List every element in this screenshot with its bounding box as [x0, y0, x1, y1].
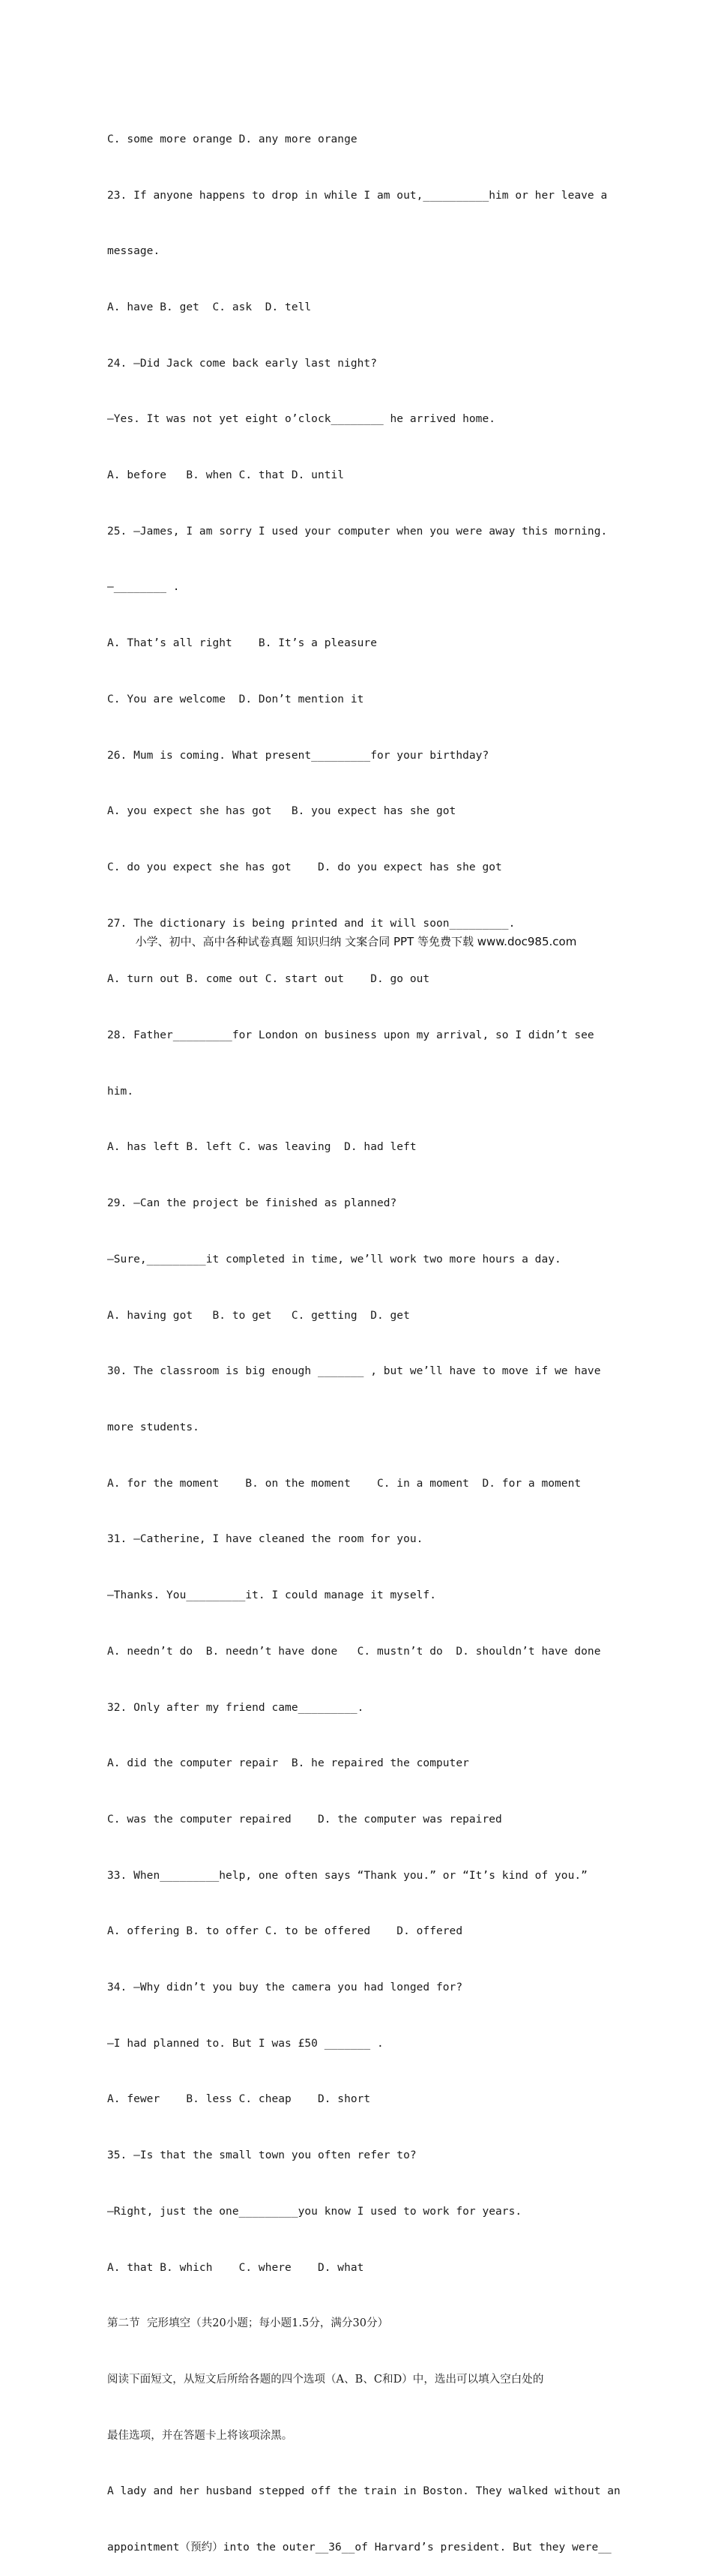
options-26: C. do you expect she has got D. do you expect has she got — [107, 861, 502, 873]
question-31: 31. —Catherine, I have cleaned the room for you. — [107, 1533, 423, 1546]
document-body — [107, 93, 621, 2576]
options-33: A. offering B. to offer C. to be offered D. offered — [107, 1925, 463, 1938]
question-28: 28. Father_________for London on business upon my arrival, so I didn’t see — [107, 1029, 594, 1042]
options-24: A. before B. when C. that D. until — [107, 469, 345, 482]
options-25: C. You are welcome D. Don’t mention it — [107, 693, 364, 705]
options-32: C. was the computer repaired D. the computer was repaired — [107, 1813, 502, 1826]
options-28: A. has left B. left C. was leaving D. had left — [107, 1141, 417, 1154]
options-31: A. needn’t do B. needn’t have done C. mustn’t do D. shouldn’t have done — [107, 1645, 601, 1658]
question-32: 32. Only after my friend came_________. — [107, 1701, 364, 1714]
section-instructions: 阅读下面短文，从短文后所给各题的四个选项（A、B、C和D）中，选出可以填入空白处的 — [107, 2373, 544, 2386]
text-line: more students. — [107, 1421, 199, 1433]
section-instructions: 最佳选项，并在答题卡上将该项涂黑。 — [107, 2429, 293, 2442]
text-line: message. — [107, 245, 160, 258]
question-29: 29. —Can the project be finished as planned? — [107, 1197, 397, 1210]
options-25: A. That’s all right B. It’s a pleasure — [107, 637, 377, 650]
options-26: A. you expect she has got B. you expect has she got — [107, 805, 456, 818]
options-35: A. that B. which C. where D. what — [107, 2261, 364, 2274]
question-34: 34. —Why didn’t you buy the camera you had longed for? — [107, 1981, 463, 1994]
options-23: A. have B. get C. ask D. tell — [107, 301, 312, 313]
question-24: 24. —Did Jack come back early last night? — [107, 357, 377, 370]
question-35: 35. —Is that the small town you often refer to? — [107, 2149, 417, 2162]
text-line: —Right, just the one_________you know I used to work for years. — [107, 2205, 522, 2218]
text-line: —________ . — [107, 581, 180, 594]
text-line: C. some more orange D. any more orange — [107, 133, 357, 145]
text-line: —Yes. It was not yet eight o’clock________ he arrived home. — [107, 413, 496, 426]
text-line: him. — [107, 1085, 134, 1098]
options-27: A. turn out B. come out C. start out D. go out — [107, 973, 430, 986]
question-26: 26. Mum is coming. What present_________for your birthday? — [107, 749, 489, 762]
options-32: A. did the computer repair B. he repaired the computer — [107, 1757, 469, 1770]
text-line: —Sure,_________it completed in time, we’ll work two more hours a day. — [107, 1253, 561, 1266]
question-30: 30. The classroom is big enough _______ , but we’ll have to move if we have — [107, 1365, 601, 1378]
passage-line: appointment（预约）into the outer__36__of Harvard’s president. But they were__ — [107, 2542, 612, 2554]
passage-line: A lady and her husband stepped off the train in Boston. They walked without an — [107, 2485, 621, 2498]
question-33: 33. When_________help, one often says “Thank you.” or “It’s kind of you.” — [107, 1869, 588, 1882]
options-34: A. fewer B. less C. cheap D. short — [107, 2093, 371, 2106]
question-23: 23. If anyone happens to drop in while I am out,__________him or her leave a — [107, 189, 608, 202]
text-line: —Thanks. You_________it. I could manage it myself. — [107, 1589, 436, 1602]
page-footer: 小学、初中、高中各种试卷真题 知识归纳 文案合同 PPT 等免费下载 www.doc985.com — [135, 935, 577, 948]
options-29: A. having got B. to get C. getting D. get — [107, 1309, 410, 1322]
text-line: —I had planned to. But I was £50 _______ . — [107, 2037, 384, 2050]
section-heading: 第二节 完形填空（共20小题；每小题1.5分，满分30分） — [107, 2317, 389, 2330]
question-27: 27. The dictionary is being printed and it will soon_________. — [107, 917, 516, 930]
options-30: A. for the moment B. on the moment C. in a moment D. for a moment — [107, 1477, 582, 1490]
question-25: 25. —James, I am sorry I used your computer when you were away this morning. — [107, 525, 608, 538]
